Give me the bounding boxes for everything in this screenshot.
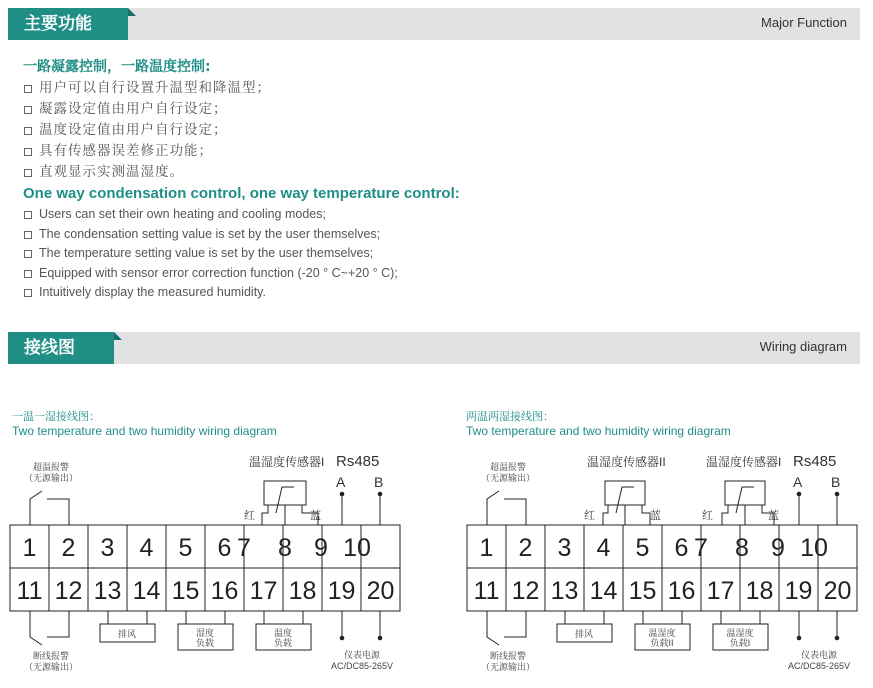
section-title-cn: 接线图 (8, 332, 114, 364)
features-heading-cn: 一路凝露控制，一路温度控制: (23, 59, 211, 75)
section-title-en: Major Function (761, 15, 847, 30)
alarm-break-label: 断线报警 (489, 651, 527, 661)
diagram2-title-cn: 两温两湿接线图： (466, 410, 554, 423)
terminal-label: 12 (511, 577, 540, 605)
load-label: 温湿度 (648, 628, 676, 638)
blue-wire-label: 蓝 (650, 510, 661, 522)
terminal-label: 5 (178, 534, 193, 562)
terminal-label: 6 (674, 534, 689, 562)
terminal-label: 12 (54, 577, 83, 605)
terminal-label: 14 (589, 577, 618, 605)
diagram1-title-en: Two temperature and two humidity wiring diagram (12, 424, 277, 438)
alarm-over-label: 超温报警 (489, 462, 527, 472)
load-label: 负载 (273, 638, 293, 648)
section-title-en: Wiring diagram (759, 339, 847, 354)
list-item: Equipped with sensor error correction function (-20 ° C~+20 ° C); (23, 264, 398, 284)
terminal-label: 9 (771, 534, 785, 562)
terminal-label: 1 (22, 534, 37, 562)
terminal-label: 11 (473, 577, 500, 605)
terminal-label: 18 (745, 577, 774, 605)
load-label: 负载I (729, 638, 751, 648)
terminal-label: 10 (343, 534, 371, 562)
load-label: 湿度 (195, 628, 215, 638)
terminal-label: 13 (93, 577, 122, 605)
terminal-label: 15 (171, 577, 200, 605)
terminal-label: 16 (667, 577, 696, 605)
terminal-label: 4 (139, 534, 154, 562)
terminal-label: 15 (628, 577, 657, 605)
terminal-label: 11 (16, 577, 43, 605)
terminal-a-label: A (793, 474, 803, 490)
rs485-label: Rs485 (793, 453, 837, 470)
rs485-label: Rs485 (336, 453, 380, 470)
list-item: Intuitively display the measured humidity. (23, 283, 398, 303)
terminal-label: 3 (100, 534, 115, 562)
load-label: 温湿度 (726, 628, 754, 638)
list-item: 温度设定值由用户自行设定； (23, 120, 271, 141)
list-item: The temperature setting value is set by the user themselves; (23, 244, 398, 264)
fan-label: 排风 (574, 629, 594, 639)
sensor-2-label: 温湿度传感器II (587, 455, 666, 469)
terminal-label: 7 (694, 534, 708, 562)
terminal-label: 5 (635, 534, 650, 562)
terminal-label: 17 (706, 577, 735, 605)
red-wire-label: 红 (584, 510, 595, 522)
terminal-label: 19 (784, 577, 813, 605)
terminal-label: 1 (479, 534, 494, 562)
load-label: 负载 (195, 638, 215, 648)
alarm-over-sub: （无源输出） (23, 473, 79, 483)
blue-wire-label: 蓝 (768, 510, 779, 522)
terminal-label: 18 (288, 577, 317, 605)
alarm-break-sub: （无源输出） (23, 662, 79, 672)
terminal-label: 20 (366, 577, 395, 605)
alarm-over-sub: （无源输出） (480, 473, 536, 483)
list-item: The condensation setting value is set by the user themselves; (23, 225, 398, 245)
terminal-label: 16 (210, 577, 239, 605)
alarm-break-label: 断线报警 (32, 651, 70, 661)
terminal-b-label: B (374, 474, 384, 490)
terminal-label: 13 (550, 577, 579, 605)
list-item: Users can set their own heating and cooling modes; (23, 205, 398, 225)
power-spec: AC/DC85-265V (330, 661, 394, 671)
power-label: 仪表电源 (343, 650, 381, 660)
terminal-b-label: B (831, 474, 841, 490)
terminal-label: 8 (735, 534, 749, 562)
terminal-label: 8 (278, 534, 292, 562)
terminal-label: 3 (557, 534, 572, 562)
red-wire-label: 红 (244, 510, 255, 522)
terminal-label: 14 (132, 577, 161, 605)
sensor-1-label: 温湿度传感器I (706, 455, 782, 469)
red-wire-label: 红 (702, 510, 713, 522)
terminal-label: 20 (823, 577, 852, 605)
terminal-label: 19 (327, 577, 356, 605)
terminal-label: 2 (518, 534, 533, 562)
terminal-label: 7 (237, 534, 251, 562)
diagram1-title-cn: 一温一湿接线图： (12, 410, 100, 423)
sensor-label: 温湿度传感器I (249, 455, 325, 469)
load-label: 温度 (273, 628, 293, 638)
diagram2-title-en: Two temperature and two humidity wiring diagram (466, 424, 731, 438)
section-title-cn: 主要功能 (8, 8, 128, 40)
alarm-break-sub: （无源输出） (480, 662, 536, 672)
power-label: 仪表电源 (800, 650, 838, 660)
terminal-label: 17 (249, 577, 278, 605)
load-label: 负载II (650, 638, 674, 648)
terminal-label: 4 (596, 534, 611, 562)
terminal-label: 6 (217, 534, 232, 562)
alarm-over-label: 超温报警 (32, 462, 70, 472)
power-spec: AC/DC85-265V (787, 661, 851, 671)
blue-wire-label: 蓝 (310, 510, 321, 522)
list-item: 凝露设定值由用户自行设定； (23, 99, 271, 120)
terminal-label: 9 (314, 534, 328, 562)
list-item: 具有传感器误差修正功能； (23, 141, 271, 162)
terminal-label: 10 (800, 534, 828, 562)
fan-label: 排风 (117, 629, 137, 639)
list-item: 直观显示实测温湿度。 (23, 162, 271, 183)
terminal-label: 2 (61, 534, 76, 562)
features-heading-en: One way condensation control, one way temperature control: (23, 185, 460, 202)
terminal-a-label: A (336, 474, 346, 490)
list-item: 用户可以自行设置升温型和降温型； (23, 78, 271, 99)
